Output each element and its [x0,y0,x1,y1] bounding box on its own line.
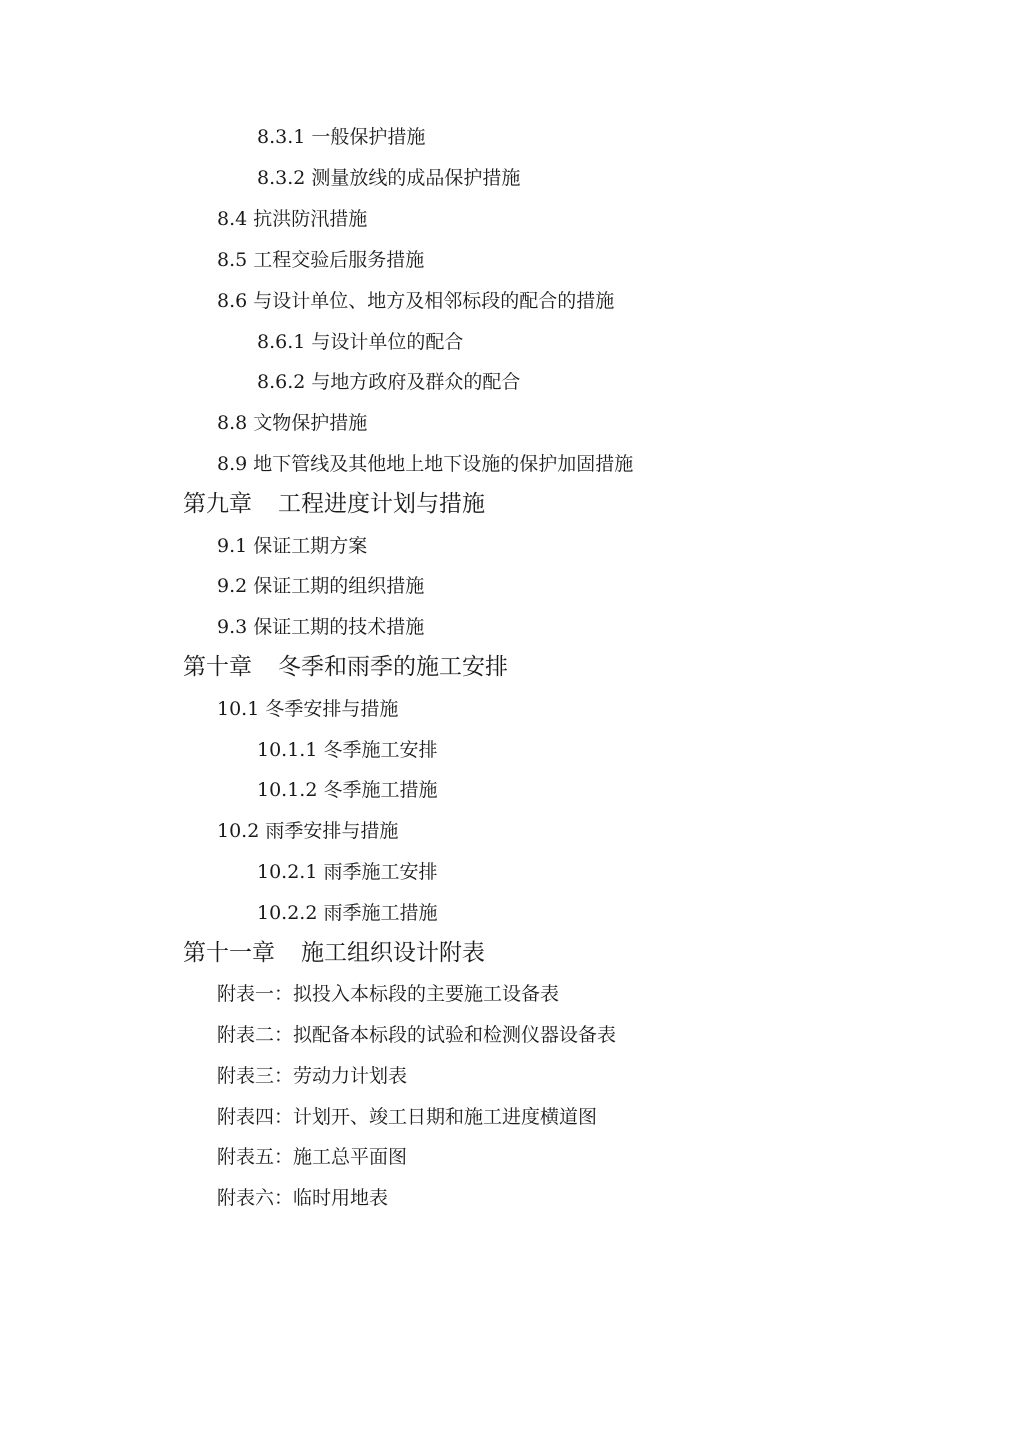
toc-entry-9-2: 9.2 保证工期的组织措施 [217,575,425,597]
toc-appendix-6: 附表六：临时用地表 [217,1187,389,1209]
toc-entry-8-6-2: 8.6.2 与地方政府及群众的配合 [257,371,521,393]
toc-entry-8-6-1: 8.6.1 与设计单位的配合 [257,331,464,353]
toc-chapter-9 [183,493,485,516]
toc-appendix-2: 附表二：拟配备本标段的试验和检测仪器设备表 [217,1024,617,1046]
toc-chapter-10 [183,656,508,679]
toc-entry-8-9: 8.9 地下管线及其他地上地下设施的保护加固措施 [217,453,634,475]
chapter-title: 冬季和雨季的施工安排 [278,654,508,680]
toc-entry-9-1: 9.1 保证工期方案 [217,535,368,557]
toc-entry-10-2-2: 10.2.2 雨季施工措施 [257,902,438,924]
toc-entry-10-1-1: 10.1.1 冬季施工安排 [257,739,438,761]
chapter-title: 工程进度计划与措施 [278,491,485,517]
toc-appendix-3: 附表三：劳动力计划表 [217,1065,408,1087]
toc-appendix-1: 附表一：拟投入本标段的主要施工设备表 [217,983,560,1005]
toc-appendix-4: 附表四：计划开、竣工日期和施工进度横道图 [217,1106,598,1128]
chapter-title: 施工组织设计附表 [301,940,485,966]
toc-entry-8-6: 8.6 与设计单位、地方及相邻标段的配合的措施 [217,290,615,312]
toc-entry-8-4: 8.4 抗洪防汛措施 [217,208,368,230]
toc-entry-8-3-2: 8.3.2 测量放线的成品保护措施 [257,167,521,189]
toc-entry-8-5: 8.5 工程交验后服务措施 [217,249,425,271]
toc-entry-10-1: 10.1 冬季安排与措施 [217,698,399,720]
toc-appendix-5: 附表五：施工总平面图 [217,1146,408,1168]
toc-entry-8-8: 8.8 文物保护措施 [217,412,368,434]
toc-entry-10-2: 10.2 雨季安排与措施 [217,820,399,842]
toc-entry-10-2-1: 10.2.1 雨季施工安排 [257,861,438,883]
toc-chapter-11 [183,942,485,965]
chapter-number: 第十一章 [183,940,275,966]
toc-entry-9-3: 9.3 保证工期的技术措施 [217,616,425,638]
toc-entry-10-1-2: 10.1.2 冬季施工措施 [257,779,438,801]
chapter-number: 第十章 [183,654,252,680]
toc-entry-8-3-1: 8.3.1 一般保护措施 [257,126,426,148]
chapter-number: 第九章 [183,491,252,517]
